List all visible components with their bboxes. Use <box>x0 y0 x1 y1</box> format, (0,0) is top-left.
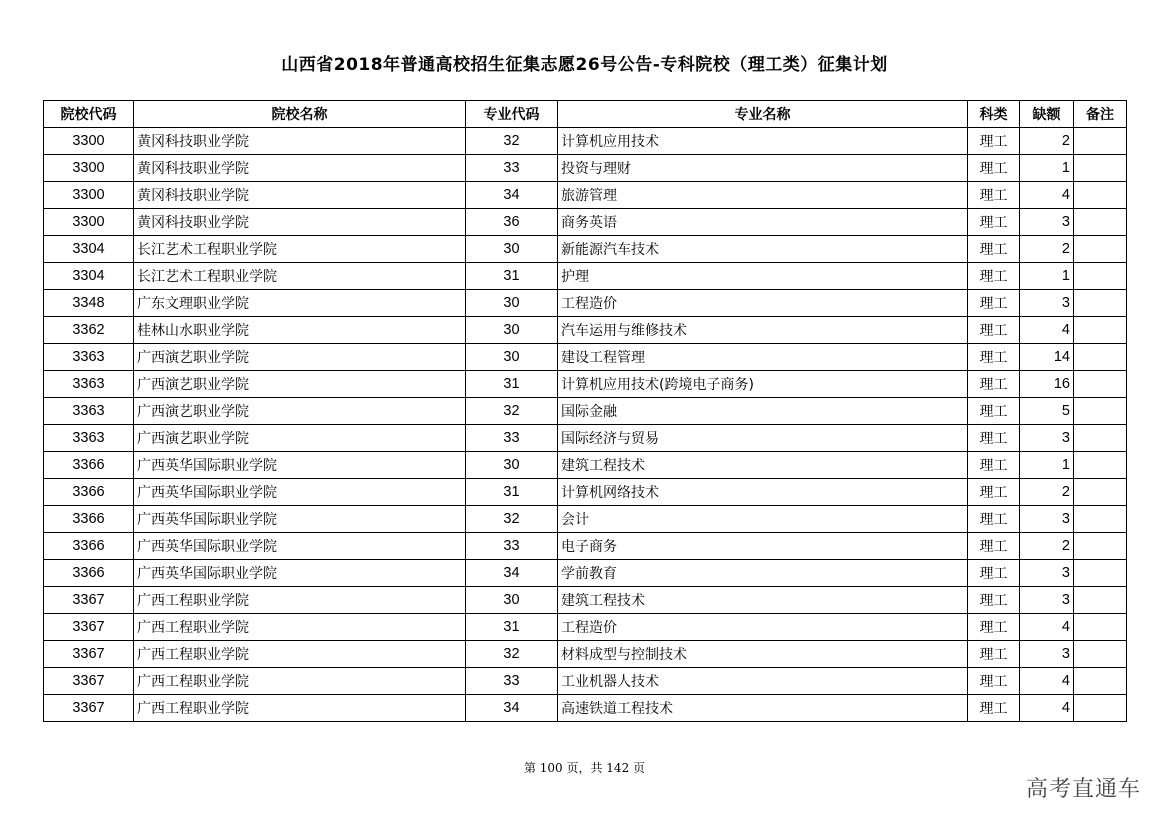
school-code-cell: 3367 <box>44 587 134 614</box>
vacancy-cell: 2 <box>1020 479 1074 506</box>
category-cell: 理工 <box>968 209 1020 236</box>
school-code-cell: 3367 <box>44 614 134 641</box>
major-code-cell: 33 <box>466 155 558 182</box>
major-name-cell: 旅游管理 <box>558 182 968 209</box>
vacancy-cell: 16 <box>1020 371 1074 398</box>
note-cell <box>1074 695 1127 722</box>
vacancy-cell: 1 <box>1020 263 1074 290</box>
major-code-cell: 32 <box>466 506 558 533</box>
table-row <box>44 614 1127 641</box>
table-row <box>44 695 1127 722</box>
school-name-cell: 广西工程职业学院 <box>134 641 466 668</box>
school-code-cell: 3366 <box>44 506 134 533</box>
header-major-name: 专业名称 <box>558 101 968 128</box>
vacancy-cell: 2 <box>1020 533 1074 560</box>
school-name-cell: 广西工程职业学院 <box>134 587 466 614</box>
vacancy-cell: 4 <box>1020 695 1074 722</box>
table-row <box>44 452 1127 479</box>
vacancy-cell: 3 <box>1020 587 1074 614</box>
major-code-cell: 31 <box>466 263 558 290</box>
category-cell: 理工 <box>968 452 1020 479</box>
table-row <box>44 371 1127 398</box>
header-major-code: 专业代码 <box>466 101 558 128</box>
table-row <box>44 317 1127 344</box>
major-name-cell: 护理 <box>558 263 968 290</box>
school-code-cell: 3300 <box>44 209 134 236</box>
school-code-cell: 3367 <box>44 668 134 695</box>
major-name-cell: 计算机网络技术 <box>558 479 968 506</box>
table-row <box>44 236 1127 263</box>
school-name-cell: 广西演艺职业学院 <box>134 371 466 398</box>
vacancy-cell: 3 <box>1020 209 1074 236</box>
school-name-cell: 广西英华国际职业学院 <box>134 560 466 587</box>
school-code-cell: 3300 <box>44 155 134 182</box>
school-name-cell: 广西演艺职业学院 <box>134 425 466 452</box>
header-row <box>44 101 1127 128</box>
note-cell <box>1074 641 1127 668</box>
category-cell: 理工 <box>968 668 1020 695</box>
major-code-cell: 34 <box>466 695 558 722</box>
school-name-cell: 广西英华国际职业学院 <box>134 452 466 479</box>
major-name-cell: 工程造价 <box>558 290 968 317</box>
table-body <box>44 128 1127 722</box>
major-code-cell: 36 <box>466 209 558 236</box>
table-row <box>44 560 1127 587</box>
major-code-cell: 33 <box>466 425 558 452</box>
school-name-cell: 黄冈科技职业学院 <box>134 128 466 155</box>
note-cell <box>1074 290 1127 317</box>
table-row <box>44 209 1127 236</box>
category-cell: 理工 <box>968 560 1020 587</box>
major-name-cell: 工程造价 <box>558 614 968 641</box>
vacancy-cell: 1 <box>1020 452 1074 479</box>
major-name-cell: 汽车运用与维修技术 <box>558 317 968 344</box>
vacancy-cell: 3 <box>1020 641 1074 668</box>
major-code-cell: 33 <box>466 533 558 560</box>
major-code-cell: 30 <box>466 236 558 263</box>
vacancy-cell: 1 <box>1020 155 1074 182</box>
table-row <box>44 668 1127 695</box>
school-code-cell: 3366 <box>44 560 134 587</box>
note-cell <box>1074 560 1127 587</box>
header-vacancy: 缺额 <box>1020 101 1074 128</box>
school-name-cell: 长江艺术工程职业学院 <box>134 236 466 263</box>
major-name-cell: 新能源汽车技术 <box>558 236 968 263</box>
watermark-text: 高考直通车 <box>1025 777 1141 802</box>
note-cell <box>1074 533 1127 560</box>
school-name-cell: 广西英华国际职业学院 <box>134 533 466 560</box>
vacancy-cell: 3 <box>1020 290 1074 317</box>
major-code-cell: 32 <box>466 398 558 425</box>
category-cell: 理工 <box>968 425 1020 452</box>
header-note: 备注 <box>1074 101 1127 128</box>
major-name-cell: 建筑工程技术 <box>558 452 968 479</box>
major-name-cell: 计算机应用技术 <box>558 128 968 155</box>
vacancy-cell: 4 <box>1020 614 1074 641</box>
category-cell: 理工 <box>968 182 1020 209</box>
school-code-cell: 3366 <box>44 533 134 560</box>
note-cell <box>1074 479 1127 506</box>
major-name-cell: 国际金融 <box>558 398 968 425</box>
major-name-cell: 会计 <box>558 506 968 533</box>
table-row <box>44 587 1127 614</box>
major-code-cell: 30 <box>466 452 558 479</box>
note-cell <box>1074 209 1127 236</box>
category-cell: 理工 <box>968 128 1020 155</box>
major-name-cell: 建筑工程技术 <box>558 587 968 614</box>
school-code-cell: 3367 <box>44 695 134 722</box>
note-cell <box>1074 344 1127 371</box>
note-cell <box>1074 425 1127 452</box>
school-name-cell: 广西工程职业学院 <box>134 695 466 722</box>
category-cell: 理工 <box>968 506 1020 533</box>
note-cell <box>1074 182 1127 209</box>
major-code-cell: 30 <box>466 587 558 614</box>
major-name-cell: 计算机应用技术(跨境电子商务) <box>558 371 968 398</box>
category-cell: 理工 <box>968 533 1020 560</box>
table-row <box>44 290 1127 317</box>
school-code-cell: 3363 <box>44 425 134 452</box>
school-code-cell: 3304 <box>44 263 134 290</box>
table-row <box>44 182 1127 209</box>
major-code-cell: 32 <box>466 128 558 155</box>
note-cell <box>1074 236 1127 263</box>
note-cell <box>1074 452 1127 479</box>
header-category: 科类 <box>968 101 1020 128</box>
school-name-cell: 长江艺术工程职业学院 <box>134 263 466 290</box>
note-cell <box>1074 506 1127 533</box>
major-name-cell: 材料成型与控制技术 <box>558 641 968 668</box>
school-name-cell: 黄冈科技职业学院 <box>134 155 466 182</box>
note-cell <box>1074 155 1127 182</box>
table-row <box>44 398 1127 425</box>
category-cell: 理工 <box>968 236 1020 263</box>
vacancy-cell: 3 <box>1020 560 1074 587</box>
school-name-cell: 广西英华国际职业学院 <box>134 479 466 506</box>
school-name-cell: 广西工程职业学院 <box>134 614 466 641</box>
school-code-cell: 3363 <box>44 344 134 371</box>
major-name-cell: 电子商务 <box>558 533 968 560</box>
note-cell <box>1074 371 1127 398</box>
school-code-cell: 3366 <box>44 452 134 479</box>
major-code-cell: 31 <box>466 479 558 506</box>
header-school-code: 院校代码 <box>44 101 134 128</box>
note-cell <box>1074 128 1127 155</box>
table-row <box>44 425 1127 452</box>
table-row <box>44 479 1127 506</box>
major-code-cell: 34 <box>466 560 558 587</box>
table-row <box>44 263 1127 290</box>
major-name-cell: 高速铁道工程技术 <box>558 695 968 722</box>
category-cell: 理工 <box>968 695 1020 722</box>
vacancy-cell: 4 <box>1020 317 1074 344</box>
header-school-name: 院校名称 <box>134 101 466 128</box>
category-cell: 理工 <box>968 614 1020 641</box>
note-cell <box>1074 317 1127 344</box>
school-name-cell: 桂林山水职业学院 <box>134 317 466 344</box>
school-code-cell: 3363 <box>44 398 134 425</box>
school-name-cell: 黄冈科技职业学院 <box>134 182 466 209</box>
category-cell: 理工 <box>968 587 1020 614</box>
table-row <box>44 641 1127 668</box>
school-code-cell: 3304 <box>44 236 134 263</box>
major-code-cell: 34 <box>466 182 558 209</box>
school-name-cell: 广西工程职业学院 <box>134 668 466 695</box>
note-cell <box>1074 398 1127 425</box>
major-name-cell: 工业机器人技术 <box>558 668 968 695</box>
table-row <box>44 155 1127 182</box>
enrollment-plan-table <box>43 100 1127 722</box>
vacancy-cell: 14 <box>1020 344 1074 371</box>
vacancy-cell: 3 <box>1020 506 1074 533</box>
table-header <box>44 101 1127 128</box>
vacancy-cell: 2 <box>1020 128 1074 155</box>
major-code-cell: 32 <box>466 641 558 668</box>
note-cell <box>1074 668 1127 695</box>
vacancy-cell: 3 <box>1020 425 1074 452</box>
school-code-cell: 3363 <box>44 371 134 398</box>
vacancy-cell: 4 <box>1020 182 1074 209</box>
note-cell <box>1074 263 1127 290</box>
table-row <box>44 506 1127 533</box>
category-cell: 理工 <box>968 479 1020 506</box>
major-code-cell: 30 <box>466 290 558 317</box>
major-code-cell: 33 <box>466 668 558 695</box>
major-name-cell: 投资与理财 <box>558 155 968 182</box>
vacancy-cell: 2 <box>1020 236 1074 263</box>
school-code-cell: 3367 <box>44 641 134 668</box>
category-cell: 理工 <box>968 344 1020 371</box>
vacancy-cell: 4 <box>1020 668 1074 695</box>
school-name-cell: 广西演艺职业学院 <box>134 344 466 371</box>
school-code-cell: 3348 <box>44 290 134 317</box>
school-name-cell: 广西演艺职业学院 <box>134 398 466 425</box>
major-code-cell: 30 <box>466 344 558 371</box>
major-name-cell: 学前教育 <box>558 560 968 587</box>
school-code-cell: 3300 <box>44 182 134 209</box>
major-name-cell: 国际经济与贸易 <box>558 425 968 452</box>
note-cell <box>1074 587 1127 614</box>
category-cell: 理工 <box>968 155 1020 182</box>
school-name-cell: 广东文理职业学院 <box>134 290 466 317</box>
vacancy-cell: 5 <box>1020 398 1074 425</box>
category-cell: 理工 <box>968 371 1020 398</box>
major-name-cell: 建设工程管理 <box>558 344 968 371</box>
category-cell: 理工 <box>968 263 1020 290</box>
school-name-cell: 广西英华国际职业学院 <box>134 506 466 533</box>
school-code-cell: 3300 <box>44 128 134 155</box>
major-name-cell: 商务英语 <box>558 209 968 236</box>
major-code-cell: 31 <box>466 371 558 398</box>
school-code-cell: 3362 <box>44 317 134 344</box>
category-cell: 理工 <box>968 641 1020 668</box>
school-name-cell: 黄冈科技职业学院 <box>134 209 466 236</box>
school-code-cell: 3366 <box>44 479 134 506</box>
document-title: 山西省2018年普通高校招生征集志愿26号公告-专科院校（理工类）征集计划 <box>281 55 888 75</box>
category-cell: 理工 <box>968 398 1020 425</box>
category-cell: 理工 <box>968 317 1020 344</box>
major-code-cell: 31 <box>466 614 558 641</box>
category-cell: 理工 <box>968 290 1020 317</box>
table-row <box>44 344 1127 371</box>
table-row <box>44 533 1127 560</box>
table-row <box>44 128 1127 155</box>
note-cell <box>1074 614 1127 641</box>
major-code-cell: 30 <box>466 317 558 344</box>
page-footer: 第 100 页，共 142 页 <box>523 761 646 775</box>
